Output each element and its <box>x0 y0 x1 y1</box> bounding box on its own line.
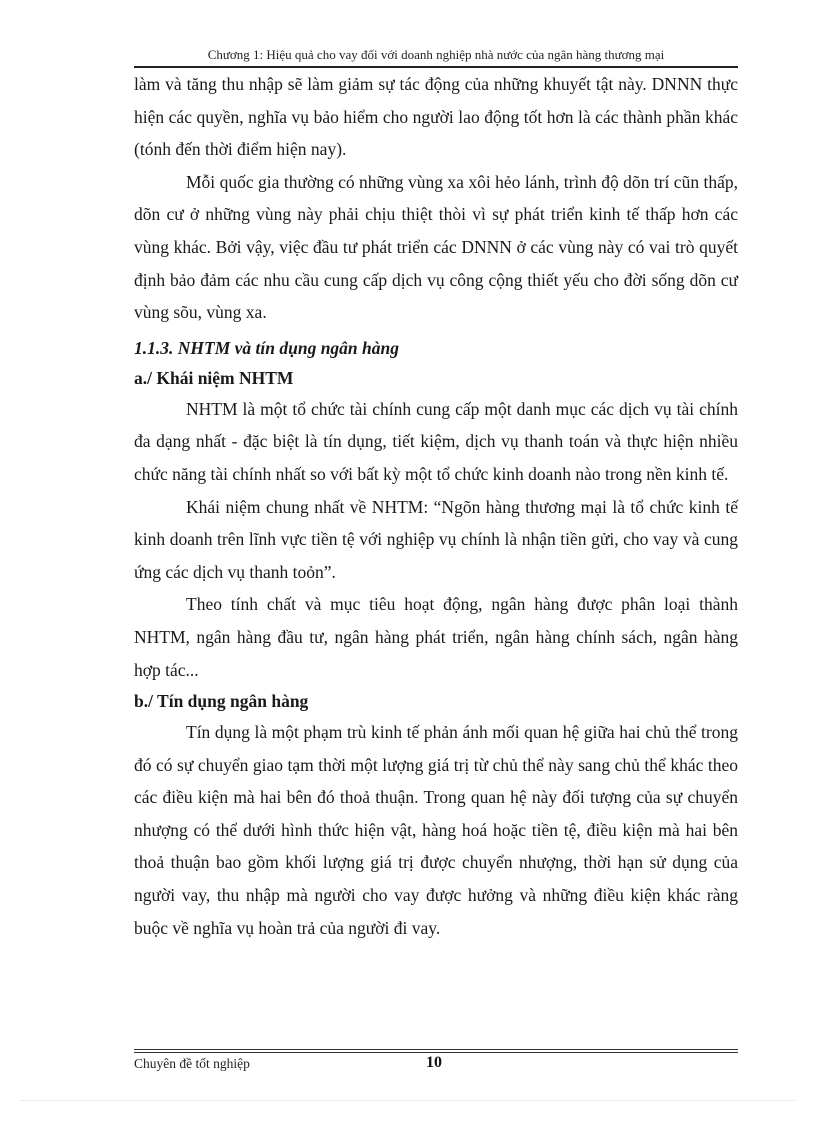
paragraph-5: Theo tính chất và mục tiêu hoạt động, ngân hàng được phân loại thành NHTM, ngân hàng đầu tư, ngân hàng phát triển, ngân hàng chính sách, ngân hàng hợp tác... <box>134 594 738 680</box>
section-heading: 1.1.3. NHTM và tín dụng ngân hàng <box>134 337 399 358</box>
footer-rule-bottom <box>134 1052 738 1053</box>
page-bottom-dotted-line <box>20 1100 796 1101</box>
paragraph-4: Khái niệm chung nhất về NHTM: “Ngõn hàng thương mại là tổ chức kinh tế kinh doanh trên lĩnh vực tiền tệ với nghiệp vụ chính là nhận tiền gửi, cho vay và cung ứng các dịch vụ thanh toỏn”. <box>134 496 738 582</box>
subsection-b-heading: b./ Tín dụng ngân hàng <box>134 691 309 712</box>
footer-rule-top <box>134 1049 738 1050</box>
page-number: 10 <box>426 1054 442 1071</box>
paragraph-3: NHTM là một tổ chức tài chính cung cấp một danh mục các dịch vụ tài chính đa dạng nhất - đặc biệt là tín dụng, tiết kiệm, dịch vụ thanh toán và thực hiện nhiều chức năng tài chính nhất so với bất kỳ một tổ chức kinh doanh nào trong nền kinh tế. <box>134 398 738 484</box>
body-text <box>134 68 738 944</box>
paragraph-1: làm và tăng thu nhập sẽ làm giảm sự tác động của những khuyết tật này. DNNN thực hiện các quyền, nghĩa vụ bảo hiểm cho người lao động tốt hơn là các thành phần khác (tónh đến thời điểm hiện nay). <box>134 74 738 160</box>
running-header: Chương 1: Hiệu quả cho vay đối với doanh nghiệp nhà nước của ngân hàng thương mại <box>207 47 665 62</box>
subsection-a-heading: a./ Khái niệm NHTM <box>134 367 294 388</box>
paragraph-6: Tín dụng là một phạm trù kinh tế phản ánh mối quan hệ giữa hai chủ thể trong đó có sự chuyển giao tạm thời một lượng giá trị từ chủ thể này sang chủ thể khác theo các điều kiện mà hai bên đó thoả thuận. Trong quan hệ này đối tượng của sự chuyển nhượng có thể dưới hình thức hiện vật, hàng hoá hoặc tiền tệ, điều kiện mà hai bên thoả thuận bao gồm khối lượng giá trị được chuyển nhượng, thời hạn sử dụng của người vay, thu nhập mà người cho vay được hưởng và những điều kiện khác ràng buộc về nghĩa vụ hoàn trả của người đi vay. <box>134 722 738 938</box>
paragraph-2: Mỗi quốc gia thường có những vùng xa xôi hẻo lánh, trình độ dõn trí cũn thấp, dõn cư ở những vùng này phải chịu thiệt thòi vì sự phát triển kinh tế thấp hơn các vùng khác. Bởi vậy, việc đầu tư phát triển các DNNN ở các vùng này có vai trò quyết định bảo đảm các nhu cầu cung cấp dịch vụ công cộng thiết yếu cho đời sống dõn cư vùng sõu, vùng xa. <box>134 171 738 323</box>
footer-label: Chuyên đề tốt nghiệp <box>134 1056 250 1071</box>
